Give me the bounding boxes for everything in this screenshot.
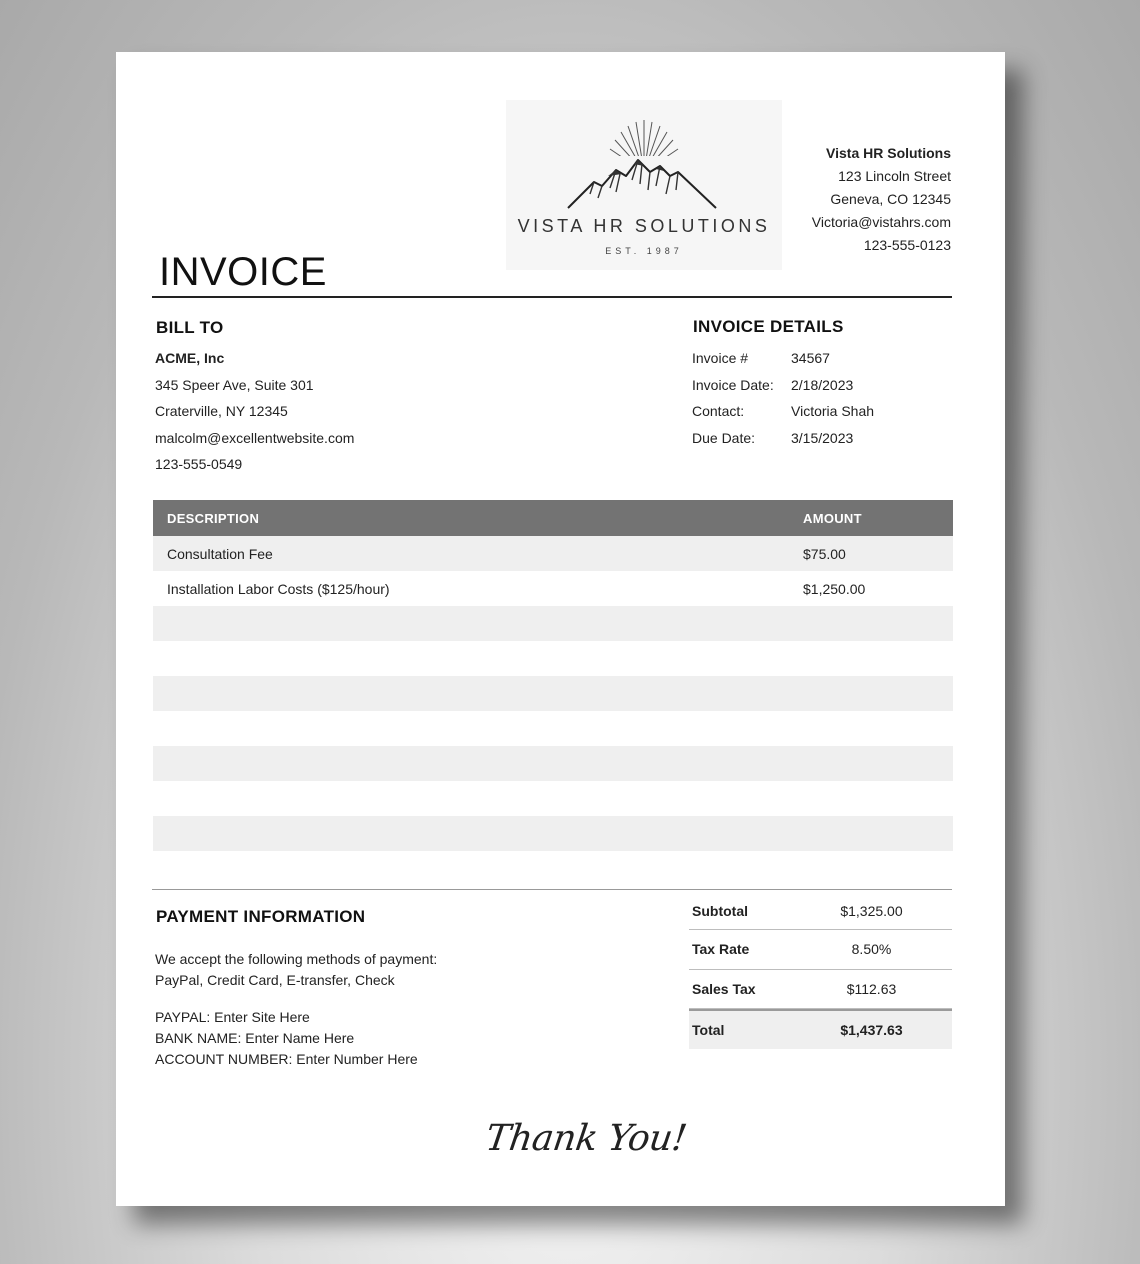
table-row	[153, 606, 953, 641]
logo-established: EST. 1987	[605, 246, 683, 256]
item-description: Consultation Fee	[167, 545, 273, 562]
company-address	[812, 142, 951, 257]
totals-table	[689, 892, 952, 1049]
table-row	[153, 746, 953, 781]
paypal-line: PAYPAL: Enter Site Here	[155, 1009, 310, 1025]
totals-label: Tax Rate	[692, 941, 750, 958]
item-amount: $75.00	[803, 545, 846, 562]
bill-to-heading: BILL TO	[156, 318, 224, 337]
totals-value: $112.63	[846, 980, 897, 997]
bill-to-block	[155, 345, 354, 478]
detail-label: Contact:	[692, 403, 745, 419]
table-row	[153, 781, 953, 816]
description-column-header: DESCRIPTION	[167, 510, 260, 526]
line-items-table	[153, 500, 953, 851]
amount-column-header: AMOUNT	[803, 510, 862, 526]
table-row	[153, 641, 953, 676]
totals-label: Subtotal	[692, 902, 748, 919]
company-phone: 123-555-0123	[863, 237, 951, 253]
detail-label: Due Date:	[692, 429, 756, 446]
table-row	[153, 711, 953, 746]
table-row	[153, 536, 953, 571]
bill-to-email: malcolm@excellentwebsite.com	[155, 429, 355, 446]
company-street: 123 Lincoln Street	[838, 168, 951, 184]
payment-methods-intro: We accept the following methods of payment:	[155, 951, 438, 967]
item-amount: $1,250.00	[803, 580, 866, 597]
subtotal-row	[689, 892, 952, 930]
detail-label: Invoice #	[692, 350, 749, 366]
totals-label: Sales Tax	[692, 980, 756, 997]
table-row	[153, 676, 953, 711]
bank-name-line: BANK NAME: Enter Name Here	[155, 1030, 355, 1046]
total-row	[689, 1009, 952, 1049]
invoice-title: INVOICE	[159, 250, 327, 294]
invoice-details-table	[692, 345, 874, 451]
item-description: Installation Labor Costs ($125/hour)	[167, 580, 390, 597]
tax-rate-row	[689, 930, 952, 970]
payment-info-block	[155, 949, 437, 1070]
logo-name: VISTA HR SOLUTIONS	[517, 216, 771, 236]
company-city: Geneva, CO 12345	[830, 191, 951, 207]
company-logo	[506, 100, 782, 270]
summary-divider	[152, 889, 952, 890]
totals-value: $1,325.00	[840, 902, 903, 919]
table-row	[153, 816, 953, 851]
bill-to-street: 345 Speer Ave, Suite 301	[155, 376, 314, 393]
bill-to-city: Craterville, NY 12345	[155, 403, 288, 419]
bill-to-company: ACME, Inc	[155, 350, 225, 366]
detail-value: 3/15/2023	[791, 429, 854, 446]
table-row	[153, 571, 953, 606]
detail-value: 34567	[791, 350, 830, 366]
company-name: Vista HR Solutions	[826, 145, 951, 161]
totals-value: $1,437.63	[840, 1021, 903, 1038]
thank-you-signature: Thank You!	[483, 1118, 689, 1159]
detail-value: 2/18/2023	[791, 376, 854, 393]
sales-tax-row	[689, 970, 952, 1010]
invoice-details-heading: INVOICE DETAILS	[693, 317, 844, 336]
account-number-line: ACCOUNT NUMBER: Enter Number Here	[155, 1051, 418, 1067]
detail-label: Invoice Date:	[692, 376, 774, 393]
totals-label: Total	[692, 1021, 725, 1038]
due-date-row	[692, 425, 874, 452]
payment-methods-list: PayPal, Credit Card, E-transfer, Check	[155, 972, 395, 988]
totals-value: 8.50%	[851, 941, 892, 958]
invoice-page	[116, 52, 1005, 1206]
invoice-date-row	[692, 372, 874, 399]
invoice-number-row	[692, 345, 874, 372]
company-email: Victoria@vistahrs.com	[811, 214, 951, 230]
mountain-sun-logo-icon	[564, 114, 724, 214]
title-divider	[152, 296, 952, 298]
bill-to-phone: 123-555-0549	[155, 456, 243, 472]
payment-info-heading: PAYMENT INFORMATION	[156, 907, 366, 926]
contact-row	[692, 398, 874, 425]
line-items-header	[153, 500, 953, 536]
detail-value: Victoria Shah	[791, 403, 875, 419]
